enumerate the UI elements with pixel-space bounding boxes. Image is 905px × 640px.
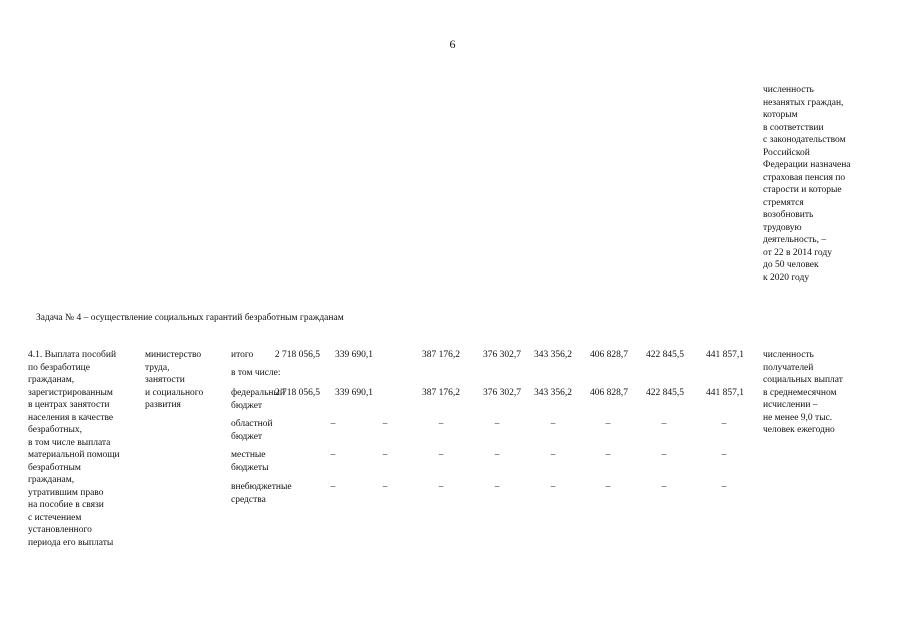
value-federal-2015: 387 176,2 bbox=[422, 388, 460, 398]
value-extrabudgetary-2014: – bbox=[382, 482, 388, 492]
value-federal-2018: 406 828,7 bbox=[590, 388, 628, 398]
page-number: 6 bbox=[449, 37, 456, 51]
value-total-2018: 406 828,7 bbox=[590, 350, 628, 360]
value-federal-sum: 2 718 056,5 bbox=[274, 388, 320, 398]
source-label-regional: областной бюджет bbox=[231, 419, 273, 442]
value-local-2020: – bbox=[721, 450, 727, 460]
value-total-2016: 376 302,7 bbox=[483, 350, 521, 360]
target-indicator-text: численность незанятых граждан, которым в соответствии с законодательством Российской Федерации назначена страховая пенсия по старости и которые стремятся возобновить трудовую деятельность, – от 22 в 2014 году до 50 человек к 2020 году bbox=[763, 85, 851, 283]
value-regional-2014: – bbox=[382, 419, 388, 429]
value-local-2014: – bbox=[382, 450, 388, 460]
value-total-sum: 2 718 056,5 bbox=[274, 350, 320, 360]
source-label-federal: федеральный бюджет bbox=[231, 388, 285, 411]
source-label-total: итого bbox=[231, 350, 254, 360]
source-label-extrabudgetary: внебюджетные средства bbox=[231, 482, 292, 505]
value-extrabudgetary-2018: – bbox=[605, 482, 611, 492]
value-total-2015: 387 176,2 bbox=[422, 350, 460, 360]
value-regional-2019: – bbox=[661, 419, 667, 429]
value-federal-2019: 422 845,5 bbox=[646, 388, 684, 398]
value-local-2015: – bbox=[438, 450, 444, 460]
value-local-sum: – bbox=[330, 450, 336, 460]
value-extrabudgetary-2015: – bbox=[438, 482, 444, 492]
value-federal-2017: 343 356,2 bbox=[534, 388, 572, 398]
result-indicator-text: численность получателей социальных выплат в среднемесячном исчислении – не менее 9,0 тыс. человек ежегодно bbox=[763, 350, 843, 435]
value-total-2020: 441 857,1 bbox=[706, 350, 744, 360]
value-local-2019: – bbox=[661, 450, 667, 460]
source-label-local: местные бюджеты bbox=[231, 450, 269, 473]
value-total-2017: 343 356,2 bbox=[534, 350, 572, 360]
value-extrabudgetary-2019: – bbox=[661, 482, 667, 492]
value-local-2016: – bbox=[494, 450, 500, 460]
value-extrabudgetary-2020: – bbox=[721, 482, 727, 492]
program-measure-text: 4.1. Выплата пособий по безработице гражданам, зарегистрированным в центрах занятости населения в качестве безработных, в том числе выплата материальной помощи безработным гражданам, утратившим право на пособие в связи с истечением установленного периода его выплаты bbox=[28, 350, 120, 548]
value-regional-2015: – bbox=[438, 419, 444, 429]
value-local-2017: – bbox=[550, 450, 556, 460]
value-extrabudgetary-sum: – bbox=[330, 482, 336, 492]
value-regional-sum: – bbox=[330, 419, 336, 429]
value-federal-2020: 441 857,1 bbox=[706, 388, 744, 398]
value-regional-2017: – bbox=[550, 419, 556, 429]
executor-text: министерство труда, занятости и социального развития bbox=[145, 350, 204, 410]
value-local-2018: – bbox=[605, 450, 611, 460]
value-federal-2016: 376 302,7 bbox=[483, 388, 521, 398]
value-total-2014: 339 690,1 bbox=[335, 350, 373, 360]
value-regional-2016: – bbox=[494, 419, 500, 429]
value-regional-2018: – bbox=[605, 419, 611, 429]
value-total-2019: 422 845,5 bbox=[646, 350, 684, 360]
value-extrabudgetary-2017: – bbox=[550, 482, 556, 492]
value-federal-2014: 339 690,1 bbox=[335, 388, 373, 398]
value-regional-2020: – bbox=[721, 419, 727, 429]
source-label-including: в том числе: bbox=[231, 368, 281, 378]
task-heading: Задача № 4 – осуществление социальных гарантий безработным гражданам bbox=[36, 313, 344, 323]
value-extrabudgetary-2016: – bbox=[494, 482, 500, 492]
